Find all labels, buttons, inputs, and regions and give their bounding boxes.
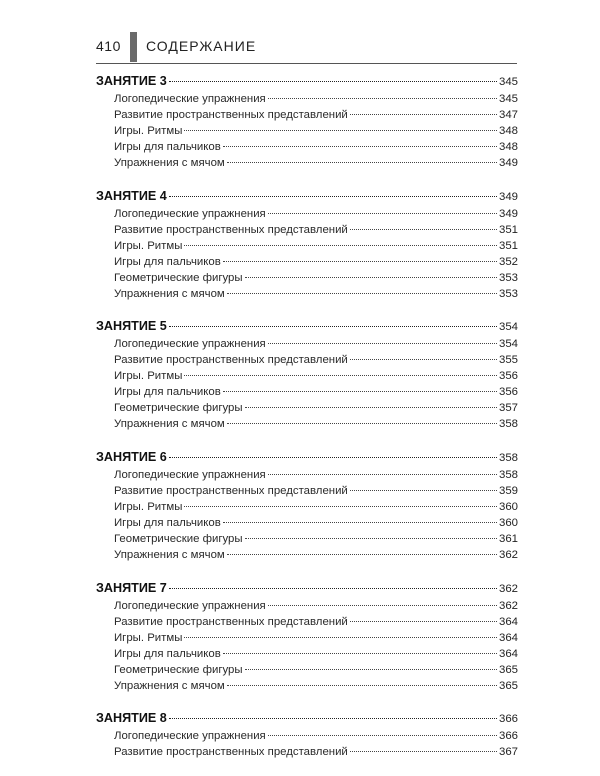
toc-entry-page-number: 351 [498, 223, 518, 236]
toc-entry[interactable] [96, 678, 518, 694]
toc-entry-page-number: 360 [498, 517, 518, 530]
toc-entry-label: Игры для пальчиков [114, 386, 221, 399]
dot-leader [268, 735, 497, 736]
toc-entry-label: Развитие пространственных представлений [114, 354, 348, 367]
toc-entry[interactable] [96, 499, 518, 515]
toc-entry-page-number: 356 [498, 370, 518, 383]
lesson-page-number: 349 [498, 190, 518, 203]
toc-entry-label: Игры для пальчиков [114, 647, 221, 660]
toc-entry-page-number: 349 [498, 157, 518, 169]
toc-entry-page-number: 348 [498, 141, 518, 153]
dot-leader [245, 669, 497, 670]
toc-entry[interactable] [96, 416, 518, 432]
toc-entry-page-number: 360 [498, 501, 518, 514]
lesson-title: ЗАНЯТИЕ 3 [96, 74, 167, 88]
toc-entry-label: Игры для пальчиков [114, 255, 221, 268]
dot-leader [169, 457, 497, 458]
lesson-title: ЗАНЯТИЕ 6 [96, 450, 167, 465]
toc-entry[interactable] [96, 598, 518, 614]
dot-leader [245, 407, 497, 408]
dot-leader [223, 391, 497, 392]
toc-entry-label: Логопедические упражнения [114, 730, 266, 743]
toc-lesson-section [96, 579, 518, 694]
toc-entry[interactable] [96, 155, 518, 171]
page-header [96, 36, 516, 60]
toc-entry-label: Геометрические фигуры [114, 663, 243, 676]
running-title: СОДЕРЖАНИЕ [146, 38, 257, 54]
toc-lesson-heading[interactable] [96, 448, 518, 466]
toc-lesson-section [96, 709, 518, 760]
toc-entry-label: Развитие пространственных представлений [114, 223, 348, 236]
toc-entry-page-number: 349 [498, 207, 518, 220]
dot-leader [350, 114, 497, 115]
toc-entry[interactable] [96, 646, 518, 662]
toc-entry[interactable] [96, 384, 518, 400]
toc-entry-page-number: 364 [498, 647, 518, 660]
dot-leader [184, 506, 497, 507]
dot-leader [268, 605, 497, 606]
dot-leader [169, 81, 497, 82]
toc-entry-label: Логопедические упражнения [114, 599, 266, 612]
dot-leader [223, 653, 497, 654]
toc-entry-page-number: 351 [498, 239, 518, 252]
toc-lesson-heading[interactable] [96, 72, 518, 90]
toc-entry-page-number: 358 [498, 469, 518, 482]
dot-leader [227, 293, 497, 294]
dot-leader [223, 146, 497, 147]
toc-entry-label: Геометрические фигуры [114, 402, 243, 415]
toc-lesson-section [96, 448, 518, 563]
toc-entry[interactable] [96, 336, 518, 352]
toc-entry-label: Развитие пространственных представлений [114, 485, 348, 498]
toc-entry-label: Развитие пространственных представлений [114, 615, 348, 628]
toc-entry[interactable] [96, 254, 518, 270]
toc-entry[interactable] [96, 352, 518, 368]
toc-entry-page-number: 358 [498, 418, 518, 431]
toc-entry[interactable] [96, 614, 518, 630]
toc-entry-page-number: 362 [498, 549, 518, 562]
toc-lesson-heading[interactable] [96, 187, 518, 205]
toc-entry-page-number: 365 [498, 679, 518, 692]
lesson-title: ЗАНЯТИЕ 8 [96, 711, 167, 726]
toc-entry-page-number: 353 [498, 271, 518, 284]
dot-leader [184, 245, 497, 246]
toc-entry[interactable] [96, 222, 518, 238]
toc-entry[interactable] [96, 483, 518, 499]
toc-entry-page-number: 361 [498, 533, 518, 546]
toc-entry[interactable] [96, 515, 518, 531]
toc-entry-label: Игры. Ритмы [114, 501, 183, 514]
toc-entry-label: Игры. Ритмы [114, 239, 183, 252]
dot-leader [184, 375, 497, 376]
toc-entry-label: Упражнения с мячом [114, 287, 225, 300]
toc-entry[interactable] [96, 107, 518, 123]
toc-lesson-heading[interactable] [96, 709, 518, 727]
table-of-contents [96, 72, 518, 776]
dot-leader [268, 474, 497, 475]
toc-entry-label: Логопедические упражнения [114, 93, 266, 105]
toc-entry-page-number: 347 [498, 109, 518, 121]
toc-entry-page-number: 364 [498, 631, 518, 644]
dot-leader [245, 277, 497, 278]
toc-entry-label: Логопедические упражнения [114, 207, 266, 220]
dot-leader [268, 343, 497, 344]
toc-entry[interactable] [96, 123, 518, 139]
toc-lesson-section [96, 72, 518, 171]
toc-lesson-section [96, 187, 518, 302]
toc-lesson-heading[interactable] [96, 579, 518, 597]
lesson-page-number: 366 [498, 713, 518, 726]
toc-entry-page-number: 365 [498, 663, 518, 676]
dot-leader [184, 637, 497, 638]
lesson-page-number: 354 [498, 321, 518, 334]
toc-entry[interactable] [96, 662, 518, 678]
toc-entry-page-number: 355 [498, 354, 518, 367]
toc-entry-page-number: 354 [498, 338, 518, 351]
dot-leader [350, 490, 497, 491]
dot-leader [227, 554, 497, 555]
dot-leader [223, 522, 497, 523]
dot-leader [184, 130, 497, 131]
toc-entry-label: Упражнения с мячом [114, 418, 225, 431]
dot-leader [268, 213, 497, 214]
lesson-page-number: 345 [498, 76, 518, 88]
toc-entry[interactable] [96, 467, 518, 483]
toc-entry-label: Игры. Ритмы [114, 370, 183, 383]
toc-entry-page-number: 359 [498, 485, 518, 498]
dot-leader [245, 538, 497, 539]
toc-entry[interactable] [96, 91, 518, 107]
lesson-page-number: 362 [498, 582, 518, 595]
dot-leader [223, 261, 497, 262]
toc-entry-label: Геометрические фигуры [114, 271, 243, 284]
header-rule [96, 63, 517, 64]
toc-entry[interactable] [96, 368, 518, 384]
toc-entry[interactable] [96, 286, 518, 302]
dot-leader [169, 196, 497, 197]
dot-leader [268, 98, 497, 99]
dot-leader [169, 588, 497, 589]
toc-entry[interactable] [96, 400, 518, 416]
toc-entry-label: Логопедические упражнения [114, 469, 266, 482]
lesson-title: ЗАНЯТИЕ 4 [96, 188, 167, 203]
dot-leader [169, 326, 497, 327]
toc-entry-label: Игры. Ритмы [114, 125, 183, 137]
toc-entry-page-number: 362 [498, 599, 518, 612]
toc-entry-label: Игры для пальчиков [114, 517, 221, 530]
toc-entry-page-number: 345 [498, 93, 518, 105]
toc-entry-label: Игры для пальчиков [114, 141, 221, 153]
toc-entry-label: Упражнения с мячом [114, 679, 225, 692]
lesson-title: ЗАНЯТИЕ 5 [96, 319, 167, 334]
toc-entry-page-number: 353 [498, 287, 518, 300]
dot-leader [227, 162, 497, 163]
lesson-title: ЗАНЯТИЕ 7 [96, 580, 167, 595]
toc-entry-label: Упражнения с мячом [114, 549, 225, 562]
toc-entry[interactable] [96, 547, 518, 563]
toc-lesson-heading[interactable] [96, 317, 518, 335]
lesson-page-number: 358 [498, 452, 518, 465]
toc-entry-label: Развитие пространственных представлений [114, 109, 348, 121]
toc-entry-page-number: 367 [498, 746, 518, 759]
toc-entry-label: Геометрические фигуры [114, 533, 243, 546]
toc-entry[interactable] [96, 270, 518, 286]
toc-entry-page-number: 356 [498, 386, 518, 399]
dot-leader [350, 359, 497, 360]
page-number: 410 [96, 38, 121, 54]
toc-entry-page-number: 364 [498, 615, 518, 628]
toc-entry-page-number: 366 [498, 730, 518, 743]
toc-entry[interactable] [96, 630, 518, 646]
toc-entry[interactable] [96, 206, 518, 222]
toc-entry-label: Логопедические упражнения [114, 338, 266, 351]
dot-leader [169, 718, 497, 719]
toc-entry-page-number: 352 [498, 255, 518, 268]
dot-leader [350, 229, 497, 230]
toc-entry-label: Упражнения с мячом [114, 157, 225, 169]
dot-leader [227, 423, 497, 424]
toc-entry-label: Игры. Ритмы [114, 631, 183, 644]
toc-entry[interactable] [96, 728, 518, 744]
toc-entry[interactable] [96, 531, 518, 547]
toc-entry-page-number: 357 [498, 402, 518, 415]
toc-lesson-section [96, 317, 518, 432]
toc-entry[interactable] [96, 238, 518, 254]
dot-leader [227, 685, 497, 686]
toc-entry-page-number: 348 [498, 125, 518, 137]
dot-leader [350, 621, 497, 622]
toc-entry[interactable] [96, 744, 518, 760]
toc-entry-label: Развитие пространственных представлений [114, 746, 348, 759]
toc-entry[interactable] [96, 139, 518, 155]
header-divider-bar [130, 32, 137, 62]
dot-leader [350, 751, 497, 752]
